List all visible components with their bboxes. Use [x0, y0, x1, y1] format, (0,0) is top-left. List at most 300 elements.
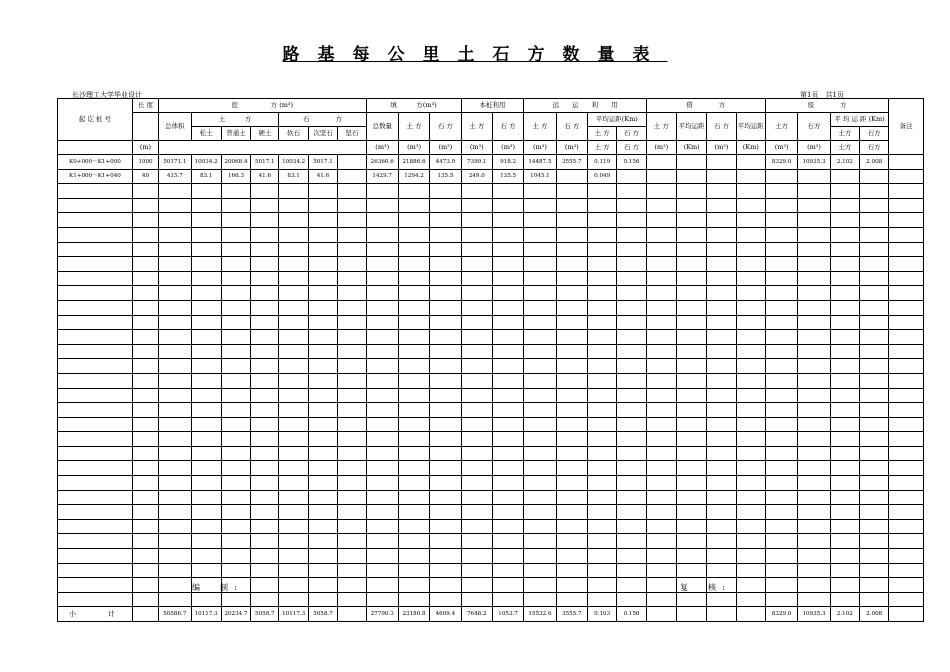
- empty-cell: [430, 461, 461, 476]
- empty-cell: [191, 359, 221, 374]
- empty-cell: [860, 198, 889, 213]
- unit-cell: (m³): [366, 141, 398, 155]
- empty-cell: [617, 300, 646, 315]
- empty-cell: [676, 242, 706, 257]
- empty-cell: [251, 490, 279, 505]
- empty-cell: [524, 315, 556, 330]
- table-cell: 83.1: [191, 169, 221, 184]
- empty-row: [58, 578, 924, 593]
- empty-cell: [676, 403, 706, 418]
- empty-cell: [798, 184, 830, 199]
- empty-cell: [646, 534, 676, 549]
- empty-cell: [366, 330, 398, 345]
- empty-cell: [860, 388, 889, 403]
- empty-cell: [132, 461, 158, 476]
- empty-cell: [556, 257, 587, 272]
- empty-cell: [251, 461, 279, 476]
- empty-cell: [191, 198, 221, 213]
- empty-cell: [587, 432, 616, 447]
- empty-cell: [308, 403, 337, 418]
- table-cell: [798, 169, 830, 184]
- empty-cell: [366, 388, 398, 403]
- subtotal-cell: 2.102: [830, 607, 859, 622]
- empty-cell: [889, 198, 924, 213]
- empty-cell: [889, 592, 924, 607]
- empty-cell: [798, 300, 830, 315]
- subtotal-cell: 10117.3: [279, 607, 308, 622]
- empty-cell: [587, 549, 616, 564]
- empty-cell: [676, 505, 706, 520]
- empty-row: [58, 373, 924, 388]
- empty-cell: [279, 315, 308, 330]
- empty-cell: [646, 592, 676, 607]
- table-cell: 14487.5: [524, 155, 556, 170]
- empty-cell: [860, 257, 889, 272]
- empty-cell: [524, 519, 556, 534]
- empty-cell: [617, 315, 646, 330]
- empty-row: [58, 198, 924, 213]
- empty-cell: [587, 417, 616, 432]
- empty-cell: [191, 242, 221, 257]
- subtotal-cell: [889, 607, 924, 622]
- empty-cell: [430, 213, 461, 228]
- empty-cell: [338, 432, 366, 447]
- empty-cell: [58, 578, 133, 593]
- empty-cell: [366, 578, 398, 593]
- empty-cell: [765, 578, 797, 593]
- empty-cell: [338, 403, 366, 418]
- empty-cell: [524, 330, 556, 345]
- empty-cell: [524, 300, 556, 315]
- table-title: 路基每公里土石方数量表: [282, 45, 668, 65]
- local-earth-header: 土 方: [461, 113, 492, 141]
- empty-cell: [221, 271, 250, 286]
- empty-cell: [132, 388, 158, 403]
- empty-cell: [765, 315, 797, 330]
- empty-cell: [830, 534, 859, 549]
- empty-cell: [860, 476, 889, 491]
- empty-cell: [707, 549, 736, 564]
- empty-cell: [398, 578, 429, 593]
- empty-cell: [617, 446, 646, 461]
- empty-cell: [676, 286, 706, 301]
- empty-cell: [765, 549, 797, 564]
- empty-cell: [338, 592, 366, 607]
- empty-cell: [765, 388, 797, 403]
- empty-cell: [132, 373, 158, 388]
- empty-cell: [279, 242, 308, 257]
- empty-cell: [251, 578, 279, 593]
- rock-header: 石 方: [279, 113, 366, 127]
- empty-cell: [646, 476, 676, 491]
- empty-cell: [279, 549, 308, 564]
- empty-cell: [524, 403, 556, 418]
- empty-cell: [398, 519, 429, 534]
- empty-cell: [159, 505, 191, 520]
- empty-cell: [765, 198, 797, 213]
- empty-cell: [430, 549, 461, 564]
- cut-unit-spacer: [159, 141, 366, 155]
- empty-cell: [617, 227, 646, 242]
- empty-cell: [676, 519, 706, 534]
- sub-hard-rock-header: 次坚石: [308, 127, 337, 141]
- empty-cell: [159, 578, 191, 593]
- empty-cell: [707, 373, 736, 388]
- empty-cell: [765, 417, 797, 432]
- empty-cell: [556, 213, 587, 228]
- empty-cell: [221, 549, 250, 564]
- subtotal-label: 小 计: [58, 607, 133, 622]
- empty-cell: [492, 505, 523, 520]
- empty-cell: [251, 592, 279, 607]
- empty-cell: [221, 417, 250, 432]
- empty-cell: [798, 417, 830, 432]
- empty-cell: [707, 286, 736, 301]
- table-cell: 10935.3: [798, 155, 830, 170]
- empty-cell: [366, 315, 398, 330]
- table-cell: [889, 169, 924, 184]
- empty-cell: [159, 300, 191, 315]
- empty-cell: [366, 446, 398, 461]
- empty-cell: [338, 388, 366, 403]
- empty-cell: [830, 578, 859, 593]
- empty-cell: [830, 446, 859, 461]
- empty-row: [58, 534, 924, 549]
- empty-cell: [279, 227, 308, 242]
- empty-cell: [308, 432, 337, 447]
- empty-cell: [338, 184, 366, 199]
- empty-cell: [132, 300, 158, 315]
- empty-cell: [736, 549, 765, 564]
- empty-cell: [338, 213, 366, 228]
- empty-cell: [398, 476, 429, 491]
- empty-cell: [676, 476, 706, 491]
- empty-cell: [889, 213, 924, 228]
- empty-cell: [524, 373, 556, 388]
- empty-cell: [556, 227, 587, 242]
- empty-cell: [492, 344, 523, 359]
- empty-cell: [461, 184, 492, 199]
- empty-cell: [676, 432, 706, 447]
- empty-cell: [736, 490, 765, 505]
- empty-cell: [617, 242, 646, 257]
- empty-cell: [366, 227, 398, 242]
- subtotal-cell: 5058.7: [251, 607, 279, 622]
- empty-cell: [251, 344, 279, 359]
- page-number: 第1页 共1页: [800, 91, 844, 99]
- empty-cell: [524, 227, 556, 242]
- empty-cell: [587, 519, 616, 534]
- empty-cell: [251, 286, 279, 301]
- empty-cell: [860, 461, 889, 476]
- empty-cell: [492, 476, 523, 491]
- empty-cell: [366, 505, 398, 520]
- empty-cell: [646, 519, 676, 534]
- empty-cell: [221, 213, 250, 228]
- empty-cell: [860, 373, 889, 388]
- empty-cell: [430, 300, 461, 315]
- empty-cell: [251, 330, 279, 345]
- empty-cell: [889, 417, 924, 432]
- empty-cell: [798, 213, 830, 228]
- empty-cell: [461, 257, 492, 272]
- table-cell: 1294.2: [398, 169, 429, 184]
- empty-cell: [524, 388, 556, 403]
- empty-cell: [366, 519, 398, 534]
- empty-cell: [646, 330, 676, 345]
- empty-cell: [524, 490, 556, 505]
- empty-cell: [556, 563, 587, 578]
- table-cell: 415.7: [159, 169, 191, 184]
- table-cell: [830, 169, 859, 184]
- empty-cell: [461, 227, 492, 242]
- unit-cell: (m³): [524, 141, 556, 155]
- empty-cell: [279, 563, 308, 578]
- empty-cell: [676, 490, 706, 505]
- empty-cell: [889, 242, 924, 257]
- empty-cell: [251, 359, 279, 374]
- empty-cell: [398, 257, 429, 272]
- empty-cell: [830, 373, 859, 388]
- table-cell: 3555.7: [556, 155, 587, 170]
- empty-cell: [765, 490, 797, 505]
- empty-cell: [492, 198, 523, 213]
- empty-cell: [860, 549, 889, 564]
- empty-cell: [617, 286, 646, 301]
- empty-cell: [765, 257, 797, 272]
- empty-cell: [587, 330, 616, 345]
- empty-cell: [430, 403, 461, 418]
- table-cell: 1045.1: [524, 169, 556, 184]
- empty-cell: [308, 330, 337, 345]
- empty-cell: [58, 563, 133, 578]
- empty-cell: [58, 505, 133, 520]
- empty-cell: [707, 563, 736, 578]
- empty-cell: [221, 446, 250, 461]
- empty-cell: [159, 257, 191, 272]
- empty-cell: [524, 505, 556, 520]
- empty-cell: [132, 432, 158, 447]
- empty-cell: [707, 257, 736, 272]
- empty-cell: [132, 227, 158, 242]
- empty-cell: [524, 563, 556, 578]
- empty-cell: [707, 330, 736, 345]
- empty-cell: [159, 490, 191, 505]
- empty-cell: [132, 344, 158, 359]
- empty-cell: [860, 359, 889, 374]
- empty-cell: [646, 461, 676, 476]
- empty-cell: [830, 330, 859, 345]
- ordinary-soil-header: 普通土: [221, 127, 250, 141]
- empty-row: [58, 549, 924, 564]
- empty-cell: [736, 286, 765, 301]
- empty-cell: [461, 198, 492, 213]
- empty-cell: [676, 213, 706, 228]
- table-cell: 10034.2: [279, 155, 308, 170]
- empty-cell: [524, 242, 556, 257]
- empty-cell: [889, 300, 924, 315]
- empty-cell: [398, 417, 429, 432]
- empty-cell: [617, 373, 646, 388]
- empty-cell: [889, 549, 924, 564]
- length-spacer: [132, 113, 158, 141]
- haul-earth-header: 土 方: [524, 113, 556, 141]
- empty-cell: [646, 388, 676, 403]
- empty-cell: [279, 432, 308, 447]
- empty-cell: [191, 271, 221, 286]
- empty-cell: [366, 271, 398, 286]
- empty-cell: [707, 417, 736, 432]
- table-cell: 21886.6: [398, 155, 429, 170]
- empty-row: [58, 592, 924, 607]
- empty-cell: [587, 359, 616, 374]
- empty-cell: [398, 549, 429, 564]
- subtotal-row: [58, 607, 924, 622]
- empty-cell: [492, 403, 523, 418]
- empty-cell: [676, 198, 706, 213]
- empty-cell: [860, 242, 889, 257]
- empty-cell: [430, 519, 461, 534]
- empty-cell: [587, 578, 616, 593]
- table-cell: 2.008: [860, 155, 889, 170]
- empty-cell: [366, 417, 398, 432]
- empty-cell: [798, 403, 830, 418]
- empty-cell: [159, 271, 191, 286]
- empty-row: [58, 461, 924, 476]
- empty-cell: [587, 227, 616, 242]
- empty-cell: [707, 476, 736, 491]
- empty-cell: [338, 359, 366, 374]
- empty-cell: [556, 403, 587, 418]
- empty-cell: [430, 446, 461, 461]
- empty-cell: [646, 184, 676, 199]
- empty-cell: [556, 300, 587, 315]
- empty-cell: [889, 476, 924, 491]
- haul-rock-header: 石 方: [556, 113, 587, 141]
- empty-cell: [159, 476, 191, 491]
- empty-cell: [251, 271, 279, 286]
- empty-cell: [587, 213, 616, 228]
- subtotal-cell: 4609.4: [430, 607, 461, 622]
- empty-cell: [798, 242, 830, 257]
- empty-cell: [830, 344, 859, 359]
- empty-cell: [707, 505, 736, 520]
- empty-cell: [524, 534, 556, 549]
- empty-cell: [765, 461, 797, 476]
- empty-cell: [889, 184, 924, 199]
- empty-cell: [221, 184, 250, 199]
- empty-cell: [736, 300, 765, 315]
- borrow-earth-dist-header: 平均运距: [676, 113, 706, 141]
- empty-cell: [765, 330, 797, 345]
- empty-cell: [251, 519, 279, 534]
- table-cell: [676, 169, 706, 184]
- empty-cell: [58, 315, 133, 330]
- table-cell: [646, 169, 676, 184]
- empty-cell: [798, 592, 830, 607]
- empty-cell: [191, 505, 221, 520]
- empty-cell: [492, 300, 523, 315]
- empty-cell: [430, 184, 461, 199]
- empty-cell: [366, 549, 398, 564]
- empty-cell: [279, 213, 308, 228]
- empty-cell: [676, 563, 706, 578]
- empty-cell: [58, 519, 133, 534]
- empty-cell: [736, 359, 765, 374]
- empty-cell: [461, 592, 492, 607]
- table-cell: K1+000～K1+040: [58, 169, 133, 184]
- fill-header: 填 方(m³): [366, 99, 461, 113]
- empty-cell: [707, 403, 736, 418]
- empty-cell: [798, 563, 830, 578]
- empty-cell: [279, 534, 308, 549]
- subtotal-cell: 23180.8: [398, 607, 429, 622]
- empty-row: [58, 519, 924, 534]
- empty-cell: [860, 563, 889, 578]
- hard-rock-header: 坚石: [338, 127, 366, 141]
- haul-header: 远 运 利 用: [524, 99, 646, 113]
- table-row: [58, 155, 924, 170]
- subtotal-cell: 10117.3: [191, 607, 221, 622]
- empty-cell: [58, 490, 133, 505]
- empty-cell: [366, 490, 398, 505]
- empty-cell: [366, 184, 398, 199]
- empty-cell: [159, 184, 191, 199]
- empty-cell: [676, 388, 706, 403]
- haul-avg-rock-header: 石 方: [617, 127, 646, 141]
- empty-cell: [221, 534, 250, 549]
- empty-cell: [676, 344, 706, 359]
- empty-cell: [736, 213, 765, 228]
- empty-cell: [398, 563, 429, 578]
- empty-row: [58, 359, 924, 374]
- empty-cell: [251, 315, 279, 330]
- empty-cell: [159, 549, 191, 564]
- waste-rock-header: 石方: [798, 113, 830, 141]
- subtotal-cell: 10935.3: [798, 607, 830, 622]
- empty-cell: [707, 461, 736, 476]
- empty-cell: [308, 271, 337, 286]
- empty-cell: [191, 490, 221, 505]
- empty-cell: [461, 549, 492, 564]
- empty-row: [58, 227, 924, 242]
- empty-cell: [736, 227, 765, 242]
- empty-cell: [524, 184, 556, 199]
- empty-cell: [736, 534, 765, 549]
- empty-cell: [58, 388, 133, 403]
- empty-cell: [191, 257, 221, 272]
- empty-cell: [860, 184, 889, 199]
- empty-cell: [736, 388, 765, 403]
- empty-cell: [279, 388, 308, 403]
- empty-cell: [587, 461, 616, 476]
- empty-cell: [860, 578, 889, 593]
- empty-cell: [132, 213, 158, 228]
- empty-cell: [279, 490, 308, 505]
- empty-cell: [338, 476, 366, 491]
- empty-cell: [191, 417, 221, 432]
- empty-cell: [798, 344, 830, 359]
- empty-cell: [461, 534, 492, 549]
- empty-cell: [430, 359, 461, 374]
- empty-cell: [765, 592, 797, 607]
- empty-cell: [830, 213, 859, 228]
- empty-row: [58, 213, 924, 228]
- empty-cell: [830, 388, 859, 403]
- empty-cell: [191, 461, 221, 476]
- empty-cell: [338, 505, 366, 520]
- table-cell: 0.049: [587, 169, 616, 184]
